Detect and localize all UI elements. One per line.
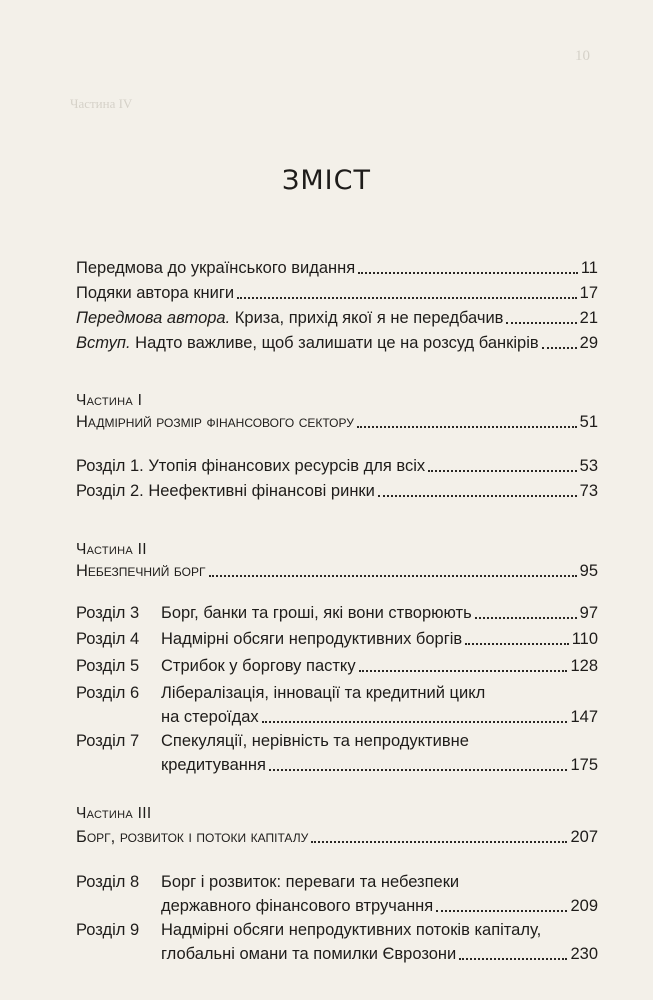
- book-page: 10 Частина IV ЗМІСТ Передмова до українського видання 11 Подяки автора книги 17 Передмова автора. Криза, прихід якої я не передбачив 21 Вступ. Надто важливе, щоб залишати це на розсуд банкірів 29 Частина I Надмірний розмір фінансового сектору 51 Розділ 1. Утопія фінансових ресурсів для всіх 53 Розділ 2. Неефективні фінансові ринки 73 Частина II Небезпечний борг 95 Розділ 3 Борг, банки та гроші, які вони створюють 97 Розділ 4 Надмірні обсяги непродуктивних боргів 110 Розділ 5 Стрибок у боргову пастку 128 Розділ 6 Лібералізація, інновації та кредитний цикл на стероїдах 147 Розділ 7 Спекуляції, нерівність та непродуктивне кредитування 175 Частина III Борг, розвиток і потоки капіталу 207 Розділ 8 Борг і розвиток: переваги та небезпеки державного фінансового втручання 209 Розділ 9 Надмірні обсяги непродуктивних потоків капіталу, глобальні омани та помилки Єврозони 230: [0, 0, 653, 1000]
- part-label: Частина II: [76, 541, 147, 558]
- toc-entry-part-title[interactable]: Борг, розвиток і потоки капіталу 207: [76, 825, 598, 849]
- page-number: 73: [579, 482, 598, 500]
- page-number: 21: [579, 309, 598, 327]
- toc-entry-preface-ukrainian[interactable]: Передмова до українського видання 11: [76, 256, 598, 280]
- page-number: 95: [579, 562, 598, 580]
- bleed-through-page-number: 10: [575, 48, 590, 64]
- toc-entry-author-preface[interactable]: Передмова автора. Криза, прихід якої я не передбачив 21: [76, 306, 598, 330]
- page-number: 11: [580, 259, 598, 277]
- page-number: 97: [579, 604, 598, 622]
- page-number: 230: [570, 945, 598, 963]
- page-number: 51: [579, 413, 598, 431]
- toc-title: ЗМІСТ: [282, 165, 371, 196]
- toc-entry-part-title[interactable]: Надмірний розмір фінансового сектору 51: [76, 410, 598, 434]
- toc-entry-chapter[interactable]: Розділ 2. Неефективні фінансові ринки 73: [76, 479, 598, 503]
- page-number: 209: [570, 897, 598, 915]
- page-number: 110: [571, 630, 598, 648]
- toc-entry-introduction[interactable]: Вступ. Надто важливе, щоб залишати це на розсуд банкірів 29: [76, 331, 598, 355]
- bleed-through-text: Частина IV: [70, 96, 133, 111]
- page-number: 29: [579, 334, 598, 352]
- page-number: 175: [570, 756, 598, 774]
- toc-entry-part-title[interactable]: Небезпечний борг 95: [76, 559, 598, 583]
- page-number: 17: [579, 284, 598, 302]
- part-label: Частина I: [76, 392, 143, 409]
- part-label: Частина III: [76, 805, 152, 822]
- page-number: 147: [570, 708, 598, 726]
- page-number: 207: [570, 828, 598, 846]
- toc-entry-acknowledgements[interactable]: Подяки автора книги 17: [76, 281, 598, 305]
- page-number: 128: [570, 657, 598, 675]
- toc-entry-chapter[interactable]: Розділ 1. Утопія фінансових ресурсів для всіх 53: [76, 454, 598, 478]
- page-number: 53: [579, 457, 598, 475]
